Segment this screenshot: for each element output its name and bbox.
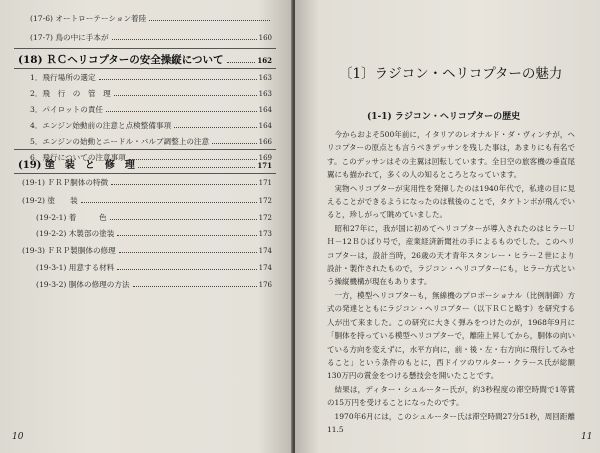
toc-entry <box>36 228 272 239</box>
toc-entry-label: (19-3-1) 用意する材料 <box>36 263 115 272</box>
toc-entry-page: 163 <box>258 74 272 82</box>
toc-entry-page: 176 <box>258 281 272 289</box>
toc-entry <box>30 32 272 43</box>
page-number: 11 <box>581 432 593 442</box>
toc-entry-label: (17-6) オートローテーション着陸 <box>30 14 147 23</box>
toc-entry <box>22 177 272 188</box>
toc-entry-label: (19-2-2) 木製部の塗装 <box>36 229 115 238</box>
toc-entry-label: (19) 塗 装 と 修 理 <box>18 160 135 171</box>
toc-entry-page: 160 <box>258 34 272 42</box>
chapter-rule <box>14 68 276 69</box>
toc-entry-page: 172 <box>258 197 272 205</box>
toc-entry-label: 5．エンジンの始動とニードル・バルブ調整上の注意 <box>30 137 210 146</box>
toc-entry-label: 1．飛行場所の選定 <box>30 73 96 82</box>
toc-entry <box>22 245 272 256</box>
paragraph: 今からおよそ500年前に，イタリアのレオナルド・ダ・ヴィンチが，ヘリコプターの原点とも言うべきデッサンを残した事は，あまりにも有名です。このデッサンはその主翼は回転しています。全日空の旅客機の垂直尾翼にも描かれて，多くの人の知るところとなっています。 <box>327 130 575 180</box>
toc-entry-label: 3．パイロットの責任 <box>30 105 104 114</box>
section-title: (1-1) ラジコン・ヘリコプターの歴史 <box>367 112 521 122</box>
toc-entry-page: 173 <box>258 230 272 238</box>
chapter-title: 〔1〕ラジコン・ヘリコプターの魅力 <box>339 66 563 82</box>
toc-chapter <box>18 52 272 67</box>
toc-entry-page: 164 <box>258 106 272 114</box>
toc-entry-page: 171 <box>257 161 272 170</box>
chapter-rule <box>14 48 276 49</box>
toc-entry <box>36 279 272 290</box>
chapter-rule <box>14 149 276 150</box>
toc-entry-page: 163 <box>258 90 272 98</box>
toc-entry-label: (18) ＲＣヘリコプターの安全操縦について <box>18 54 224 66</box>
toc-entry-page: 164 <box>258 122 272 130</box>
toc-entry-label: (19-2-1) 着 色 <box>36 213 107 222</box>
toc-entry-page: 174 <box>258 247 272 255</box>
toc-entry <box>36 212 272 223</box>
toc-entry-label: (19-3-2) 胴体の修理の方法 <box>36 280 130 289</box>
toc-entry-page: 174 <box>258 264 272 272</box>
toc-entry-label: (17-7) 鳥の中に手本が <box>30 33 109 42</box>
right-page <box>295 0 600 453</box>
toc-entry-label: 2．飛 行 の 管 理 <box>30 89 111 98</box>
toc-entry-label: (19-1) ＦＲＰ胴体の特徴 <box>22 178 109 187</box>
toc-entry-label: (19-3) ＦＲＰ製胴体の修理 <box>22 246 116 255</box>
toc-entry-label: 4．エンジン始動前の注意と点検整備事項 <box>30 121 172 130</box>
toc-chapter <box>18 156 272 171</box>
toc-entry <box>30 120 272 131</box>
paragraph: 結果は，ディター・シュルーター氏が，約3秒程度の滞空時間で1等賞の15万円を受けることになったのです。 <box>327 384 575 408</box>
page-number: 10 <box>12 432 24 442</box>
toc-entry <box>36 262 272 273</box>
left-page <box>0 0 293 453</box>
toc-entry <box>30 72 272 83</box>
paragraph: 実物ヘリコプターが実用性を発揮したのは1940年代で，私達の目に見えることができるようになったのは戦後のことで，タケトンボが飛んでいると，珍しがって眺めていました。 <box>327 183 575 220</box>
chapter-rule <box>14 173 276 174</box>
paragraph: 一方，模型ヘリコプターも，無線機のプロポーショナル（比例制御）方式の発達とともにラジコン・ヘリコプター（以下ＲＣと略す）を研究する人が出て来ました。この研究に大きく弾みをつけたのが，1968年9月に「胴体を持っている模型ヘリコプターで，離陸上昇してから，胴体の向いている方向を変えずに，水平方向に，前・後・左・右方向に飛行してみせること」という条件のもとに，西ドイツのワルター・クラース氏が総額130万円の賞金をつける懸技会を開いたことです。 <box>327 290 575 381</box>
toc-entry <box>30 13 272 24</box>
paragraph: 1970年6月には，このシュルーター氏は滞空時間27分51秒，周回距離11.5 <box>327 411 575 434</box>
toc-entry <box>22 195 272 206</box>
toc-entry <box>30 104 272 115</box>
toc-entry <box>30 88 272 99</box>
paragraph: 昭和27年に，我が国に初めてヘリコプターが導入されたのはヒラーＵＨ－12Ｂひばり号で，産業経済新聞社の手によるものでした。このヘリコプターは，設計当時，26歳の天才青年スタンレー・ヒラー２世により設計・製作されたもので，ラジコン・ヘリコプターにも，ヒラー方式という操縦機構が現在もあります。 <box>327 223 575 287</box>
toc-entry <box>30 136 272 147</box>
toc-entry-page: 171 <box>258 179 272 187</box>
body-text <box>327 128 575 436</box>
toc-entry-page: 169 <box>258 154 272 162</box>
toc-entry-label: 6．飛行についての注意事項 <box>30 153 126 162</box>
toc-entry-page: 162 <box>257 56 272 65</box>
toc-entry-page: 166 <box>258 138 272 146</box>
toc-entry-label: (19-2) 塗 装 <box>22 196 78 205</box>
toc-entry-page: 172 <box>258 214 272 222</box>
